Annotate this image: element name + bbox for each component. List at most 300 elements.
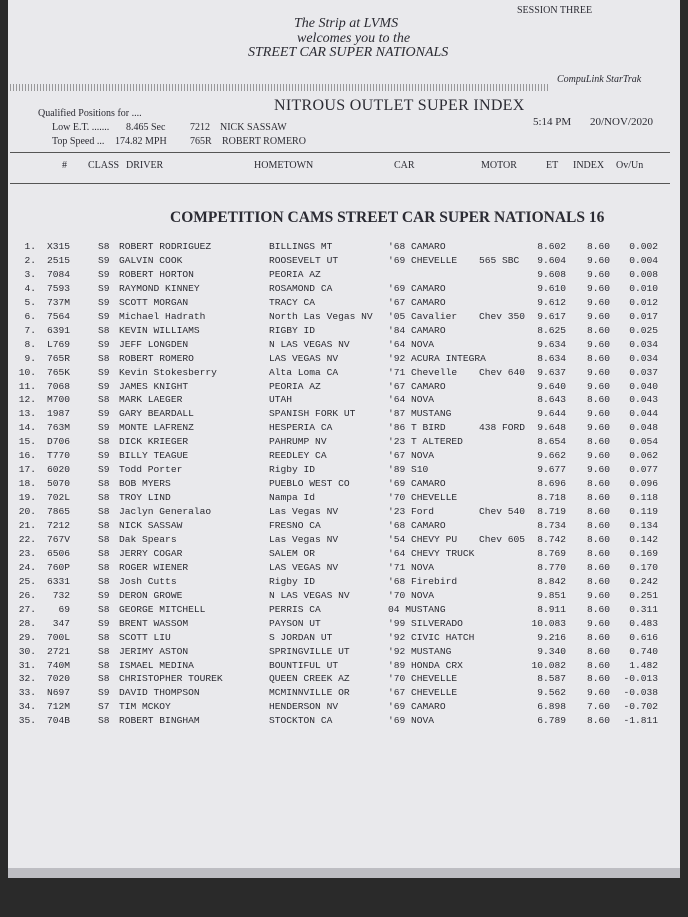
et-cell: 9.640	[537, 380, 566, 392]
car-number-cell: 7084	[46, 268, 70, 280]
hometown-cell: RIGBY ID	[269, 324, 316, 336]
table-row	[0, 241, 688, 255]
class-cell: S8	[98, 659, 110, 671]
pos-cell: 5.	[24, 296, 36, 308]
driver-cell: BRENT WASSOM	[119, 617, 189, 629]
pos-cell: 19.	[18, 492, 36, 504]
et-cell: 8.625	[537, 324, 566, 336]
table-row	[0, 590, 688, 604]
table-row	[0, 464, 688, 478]
ov-un-cell: 0.062	[629, 450, 658, 462]
driver-cell: JAMES KNIGHT	[119, 380, 189, 392]
ov-un-cell: 0.017	[629, 310, 658, 322]
class-cell: S8	[98, 715, 110, 727]
class-cell: S9	[98, 268, 110, 280]
car-cell: '89 S10	[388, 464, 429, 476]
et-cell: 8.769	[537, 547, 566, 559]
ov-un-cell: 0.118	[629, 492, 658, 504]
index-cell: 9.60	[586, 464, 610, 476]
et-cell: 8.696	[537, 478, 566, 490]
index-cell: 8.60	[586, 645, 610, 657]
driver-cell: Dak Spears	[119, 533, 177, 545]
pos-cell: 12.	[18, 394, 36, 406]
hometown-cell: PUEBLO WEST CO	[269, 478, 350, 490]
ov-un-cell: -0.038	[623, 687, 658, 699]
car-number-cell: 7865	[46, 506, 70, 518]
ov-un-cell: 0.169	[629, 547, 658, 559]
class-cell: S9	[98, 366, 110, 378]
car-cell: '67 CAMARO	[388, 296, 446, 308]
hometown-cell: QUEEN CREEK AZ	[269, 673, 350, 685]
table-row	[0, 506, 688, 520]
et-cell: 9.562	[537, 687, 566, 699]
table-row	[0, 353, 688, 367]
ov-un-cell: 0.012	[629, 296, 658, 308]
car-cell: '68 Firebird	[388, 575, 458, 587]
table-row	[0, 701, 688, 715]
index-cell: 8.60	[586, 352, 610, 364]
driver-cell: BILLY TEAGUE	[119, 450, 189, 462]
index-cell: 8.60	[586, 575, 610, 587]
pos-cell: 33.	[18, 687, 36, 699]
hometown-cell: Rigby ID	[269, 575, 316, 587]
hometown-cell: S JORDAN UT	[269, 631, 333, 643]
ov-un-cell: 0.010	[629, 282, 658, 294]
motor-cell: Chev 350	[479, 310, 526, 322]
index-cell: 8.60	[586, 631, 610, 643]
class-cell: S8	[98, 547, 110, 559]
class-cell: S9	[98, 422, 110, 434]
index-cell: 9.60	[586, 380, 610, 392]
pos-cell: 16.	[18, 450, 36, 462]
table-row	[0, 576, 688, 590]
class-cell: S7	[98, 701, 110, 713]
ov-un-cell: 0.004	[629, 254, 658, 266]
index-cell: 8.60	[586, 533, 610, 545]
low-et-car: 7212	[190, 122, 210, 133]
class-cell: S8	[98, 394, 110, 406]
index-cell: 8.60	[586, 547, 610, 559]
car-number-cell: 6020	[46, 464, 70, 476]
et-cell: 9.662	[537, 450, 566, 462]
col-header-car: CAR	[394, 160, 415, 171]
class-cell: S8	[98, 352, 110, 364]
print-time: 5:14 PM	[533, 116, 572, 128]
top-speed-driver: ROBERT ROMERO	[222, 136, 306, 147]
ov-un-cell: 0.740	[629, 645, 658, 657]
table-row	[0, 325, 688, 339]
class-cell: S9	[98, 589, 110, 601]
car-number-cell: 700L	[46, 631, 70, 643]
driver-cell: ROBERT RODRIGUEZ	[119, 241, 212, 252]
class-cell: S9	[98, 380, 110, 392]
table-row	[0, 687, 688, 701]
et-cell: 8.602	[537, 241, 566, 252]
pos-cell: 3.	[24, 268, 36, 280]
car-number-cell: 2515	[46, 254, 70, 266]
car-cell: '70 NOVA	[388, 589, 435, 601]
car-number-cell: 704B	[46, 715, 70, 727]
car-cell: '92 MUSTANG	[388, 645, 452, 657]
low-et-value: 8.465 Sec	[126, 122, 166, 133]
motor-cell: 438 FORD	[479, 422, 526, 434]
class-cell: S8	[98, 645, 110, 657]
car-number-cell: X315	[46, 241, 70, 252]
class-cell: S9	[98, 408, 110, 420]
car-number-cell: 7564	[46, 310, 70, 322]
et-cell: 8.718	[537, 492, 566, 504]
hometown-cell: HENDERSON NV	[269, 701, 339, 713]
car-cell: '64 NOVA	[388, 338, 435, 350]
et-cell: 8.742	[537, 533, 566, 545]
index-cell: 9.60	[586, 589, 610, 601]
qualified-label: Qualified Positions for ....	[38, 108, 142, 119]
index-cell: 8.60	[586, 394, 610, 406]
hometown-cell: STOCKTON CA	[269, 715, 333, 727]
index-title: NITROUS OUTLET SUPER INDEX	[274, 97, 525, 114]
car-cell: '67 NOVA	[388, 450, 435, 462]
index-cell: 9.60	[586, 310, 610, 322]
car-cell: '05 Cavalier	[388, 310, 458, 322]
motor-cell: Chev 540	[479, 506, 526, 518]
class-cell: S8	[98, 241, 110, 252]
welcome-line-2: welcomes you to the	[297, 31, 411, 46]
class-cell: S8	[98, 561, 110, 573]
ov-un-cell: 0.043	[629, 394, 658, 406]
session-label: SESSION THREE	[517, 5, 593, 16]
driver-cell: CHRISTOPHER TOUREK	[119, 673, 223, 685]
car-number-cell: M700	[46, 394, 70, 406]
hometown-cell: Las Vegas NV	[269, 533, 339, 545]
car-number-cell: 702L	[46, 492, 70, 504]
index-cell: 8.60	[586, 715, 610, 727]
class-cell: S9	[98, 450, 110, 462]
car-number-cell: 765K	[46, 366, 70, 378]
pos-cell: 29.	[18, 631, 36, 643]
driver-cell: DICK KRIEGER	[119, 436, 189, 448]
car-number-cell: 732	[52, 589, 70, 601]
col-header-ovun: Ov/Un	[616, 160, 644, 171]
et-cell: 8.770	[537, 561, 566, 573]
car-number-cell: 740M	[46, 659, 70, 671]
class-cell: S8	[98, 575, 110, 587]
top-speed-value: 174.82 MPH	[115, 136, 167, 147]
hometown-cell: PEORIA AZ	[269, 268, 321, 280]
ov-un-cell: 0.044	[629, 408, 658, 420]
car-number-cell: T770	[46, 450, 70, 462]
motor-cell: Chev 640	[479, 366, 526, 378]
pos-cell: 31.	[18, 659, 36, 671]
et-cell: 9.612	[537, 296, 566, 308]
index-cell: 9.60	[586, 366, 610, 378]
top-speed-car: 765R	[190, 136, 212, 147]
et-cell: 9.677	[537, 464, 566, 476]
et-cell: 10.082	[531, 659, 566, 671]
et-cell: 8.587	[537, 673, 566, 685]
col-header-motor: MOTOR	[481, 160, 517, 171]
low-et-driver: NICK SASSAW	[220, 122, 287, 133]
hometown-cell: BILLINGS MT	[269, 241, 333, 252]
pos-cell: 13.	[18, 408, 36, 420]
index-cell: 8.60	[586, 603, 610, 615]
hometown-cell: REEDLEY CA	[269, 450, 327, 462]
et-cell: 9.851	[537, 589, 566, 601]
et-cell: 8.643	[537, 394, 566, 406]
et-cell: 8.719	[537, 506, 566, 518]
car-cell: '64 NOVA	[388, 394, 435, 406]
ov-un-cell: 0.048	[629, 422, 658, 434]
et-cell: 9.216	[537, 631, 566, 643]
car-cell: '69 CHEVELLE	[388, 254, 458, 266]
car-number-cell: 6391	[46, 324, 70, 336]
driver-cell: MONTE LAFRENZ	[119, 422, 194, 434]
index-cell: 8.60	[586, 241, 610, 252]
ov-un-cell: 0.142	[629, 533, 658, 545]
table-row	[0, 311, 688, 325]
et-cell: 9.340	[537, 645, 566, 657]
driver-cell: JERRY COGAR	[119, 547, 183, 559]
driver-cell: NICK SASSAW	[119, 520, 183, 531]
index-cell: 9.60	[586, 687, 610, 699]
index-cell: 9.60	[586, 254, 610, 266]
motor-cell: Chev 605	[479, 533, 526, 545]
car-number-cell: L769	[46, 338, 70, 350]
motor-cell: 565 SBC	[479, 254, 520, 266]
pos-cell: 21.	[18, 520, 36, 531]
class-cell: S9	[98, 687, 110, 699]
table-row	[0, 367, 688, 381]
et-cell: 6.898	[537, 701, 566, 713]
table-row	[0, 255, 688, 269]
driver-cell: BOB MYERS	[119, 478, 171, 490]
table-row	[0, 436, 688, 450]
driver-cell: JERIMY ASTON	[119, 645, 189, 657]
ov-un-cell: 0.077	[629, 464, 658, 476]
driver-cell: ROBERT ROMERO	[119, 352, 194, 364]
pos-cell: 22.	[18, 533, 36, 545]
car-number-cell: 760P	[46, 561, 70, 573]
table-row	[0, 450, 688, 464]
hometown-cell: ROOSEVELT UT	[269, 254, 339, 266]
class-cell: S9	[98, 464, 110, 476]
hometown-cell: Alta Loma CA	[269, 366, 339, 378]
car-number-cell: 712M	[46, 701, 70, 713]
et-cell: 9.644	[537, 408, 566, 420]
driver-cell: JEFF LONGDEN	[119, 338, 189, 350]
hometown-cell: UTAH	[269, 394, 293, 406]
class-cell: S8	[98, 492, 110, 504]
col-header-index: INDEX	[573, 160, 605, 171]
car-number-cell: 7020	[46, 673, 70, 685]
car-number-cell: 737M	[46, 296, 70, 308]
index-cell: 9.60	[586, 282, 610, 294]
driver-cell: KEVIN WILLIAMS	[119, 324, 200, 336]
index-cell: 7.60	[586, 701, 610, 713]
car-cell: '89 HONDA CRX	[388, 659, 463, 671]
class-cell: S8	[98, 603, 110, 615]
et-cell: 8.842	[537, 575, 566, 587]
pos-cell: 10.	[18, 366, 36, 378]
driver-cell: MARK LAEGER	[119, 394, 183, 406]
driver-cell: DERON GROWE	[119, 589, 183, 601]
index-cell: 8.60	[586, 520, 610, 531]
compulink-label: CompuLink StarTrak	[557, 74, 642, 85]
ov-un-cell: 0.119	[629, 506, 658, 518]
car-cell: '54 CHEVY PU	[388, 533, 458, 545]
index-cell: 8.60	[586, 478, 610, 490]
pos-cell: 9.	[24, 352, 36, 364]
ov-un-cell: 0.242	[629, 575, 658, 587]
car-cell: 04 MUSTANG	[388, 603, 446, 615]
col-header-hometown: HOMETOWN	[254, 160, 314, 171]
class-cell: S9	[98, 310, 110, 322]
table-row	[0, 562, 688, 576]
hometown-cell: TRACY CA	[269, 296, 316, 308]
et-cell: 6.789	[537, 715, 566, 727]
driver-cell: GALVIN COOK	[119, 254, 183, 266]
index-cell: 9.60	[586, 268, 610, 280]
ov-un-cell: -0.702	[623, 701, 658, 713]
ov-un-cell: 0.040	[629, 380, 658, 392]
et-cell: 8.654	[537, 436, 566, 448]
car-cell: '92 CIVIC HATCH	[388, 631, 475, 643]
class-cell: S8	[98, 631, 110, 643]
ov-un-cell: 0.008	[629, 268, 658, 280]
car-cell: '86 T BIRD	[388, 422, 446, 434]
hometown-cell: SPRINGVILLE UT	[269, 645, 350, 657]
ov-un-cell: -1.811	[623, 715, 658, 727]
hometown-cell: N LAS VEGAS NV	[269, 338, 350, 350]
pos-cell: 24.	[18, 561, 36, 573]
ov-un-cell: 0.616	[629, 631, 658, 643]
ov-un-cell: 0.170	[629, 561, 658, 573]
table-row	[0, 408, 688, 422]
ov-un-cell: 0.483	[629, 617, 658, 629]
class-cell: S9	[98, 338, 110, 350]
pos-cell: 34.	[18, 701, 36, 713]
table-row	[0, 269, 688, 283]
hometown-cell: HESPERIA CA	[269, 422, 333, 434]
index-cell: 9.60	[586, 617, 610, 629]
ov-un-cell: 0.311	[629, 603, 658, 615]
ov-un-cell: 0.025	[629, 324, 658, 336]
index-cell: 8.60	[586, 506, 610, 518]
hometown-cell: North Las Vegas NV	[269, 310, 373, 322]
pos-cell: 28.	[18, 617, 36, 629]
table-row	[0, 604, 688, 618]
index-cell: 9.60	[586, 296, 610, 308]
header-rule-bottom	[10, 183, 670, 184]
car-number-cell: 763M	[46, 422, 70, 434]
car-cell: '92 ACURA INTEGRA	[388, 352, 486, 364]
driver-cell: Todd Porter	[119, 464, 183, 476]
pos-cell: 35.	[18, 715, 36, 727]
car-cell: '68 CAMARO	[388, 520, 446, 531]
car-number-cell: 7068	[46, 380, 70, 392]
driver-cell: ROBERT BINGHAM	[119, 715, 200, 727]
index-cell: 8.60	[586, 436, 610, 448]
car-cell: '69 CAMARO	[388, 478, 446, 490]
index-cell: 8.60	[586, 324, 610, 336]
index-cell: 9.60	[586, 408, 610, 420]
table-row	[0, 422, 688, 436]
welcome-line-1: The Strip at LVMS	[294, 16, 399, 31]
et-cell: 10.083	[531, 617, 566, 629]
page-edge	[8, 868, 680, 878]
pos-cell: 20.	[18, 506, 36, 518]
index-cell: 9.60	[586, 338, 610, 350]
class-cell: S8	[98, 533, 110, 545]
et-cell: 9.608	[537, 268, 566, 280]
hometown-cell: Rigby ID	[269, 464, 316, 476]
car-number-cell: 6506	[46, 547, 70, 559]
top-speed-label: Top Speed ...	[52, 136, 105, 147]
index-cell: 8.60	[586, 673, 610, 685]
header-rule-top	[10, 152, 670, 153]
driver-cell: GEORGE MITCHELL	[119, 603, 206, 615]
car-number-cell: 765R	[46, 352, 70, 364]
table-row	[0, 478, 688, 492]
ov-un-cell: 0.002	[629, 241, 658, 252]
et-cell: 8.634	[537, 352, 566, 364]
car-number-cell: 347	[52, 617, 70, 629]
car-number-cell: N697	[46, 687, 70, 699]
driver-cell: TIM MCKOY	[119, 701, 171, 713]
driver-cell: Josh Cutts	[119, 575, 177, 587]
pos-cell: 32.	[18, 673, 36, 685]
et-cell: 9.648	[537, 422, 566, 434]
pos-cell: 11.	[18, 380, 36, 392]
print-date: 20/NOV/2020	[590, 116, 653, 128]
pos-cell: 15.	[18, 436, 36, 448]
index-cell: 8.60	[586, 492, 610, 504]
car-cell: '71 Chevelle	[388, 366, 458, 378]
table-row	[0, 520, 688, 534]
table-row	[0, 646, 688, 660]
car-number-cell: 69	[58, 603, 70, 615]
et-cell: 9.604	[537, 254, 566, 266]
table-row	[0, 673, 688, 687]
table-row	[0, 381, 688, 395]
car-number-cell: 7593	[46, 282, 70, 294]
table-row	[0, 715, 688, 729]
driver-cell: TROY LIND	[119, 492, 171, 504]
col-header-class: CLASS	[88, 160, 120, 171]
car-cell: '87 MUSTANG	[388, 408, 452, 420]
driver-cell: GARY BEARDALL	[119, 408, 194, 420]
pos-cell: 7.	[24, 324, 36, 336]
et-cell: 9.634	[537, 338, 566, 350]
pos-cell: 1.	[24, 241, 36, 252]
car-cell: '84 CAMARO	[388, 324, 446, 336]
table-row	[0, 339, 688, 353]
pos-cell: 14.	[18, 422, 36, 434]
table-row	[0, 548, 688, 562]
pos-cell: 2.	[24, 254, 36, 266]
index-cell: 9.60	[586, 422, 610, 434]
hometown-cell: Las Vegas NV	[269, 506, 339, 518]
car-number-cell: 767V	[46, 533, 70, 545]
pos-cell: 23.	[18, 547, 36, 559]
car-cell: '99 SILVERADO	[388, 617, 463, 629]
hometown-cell: PAHRUMP NV	[269, 436, 327, 448]
class-cell: S9	[98, 617, 110, 629]
ov-un-cell: -0.013	[623, 673, 658, 685]
index-cell: 8.60	[586, 659, 610, 671]
table-row	[0, 492, 688, 506]
ov-un-cell: 0.096	[629, 478, 658, 490]
car-cell: '23 T ALTERED	[388, 436, 463, 448]
